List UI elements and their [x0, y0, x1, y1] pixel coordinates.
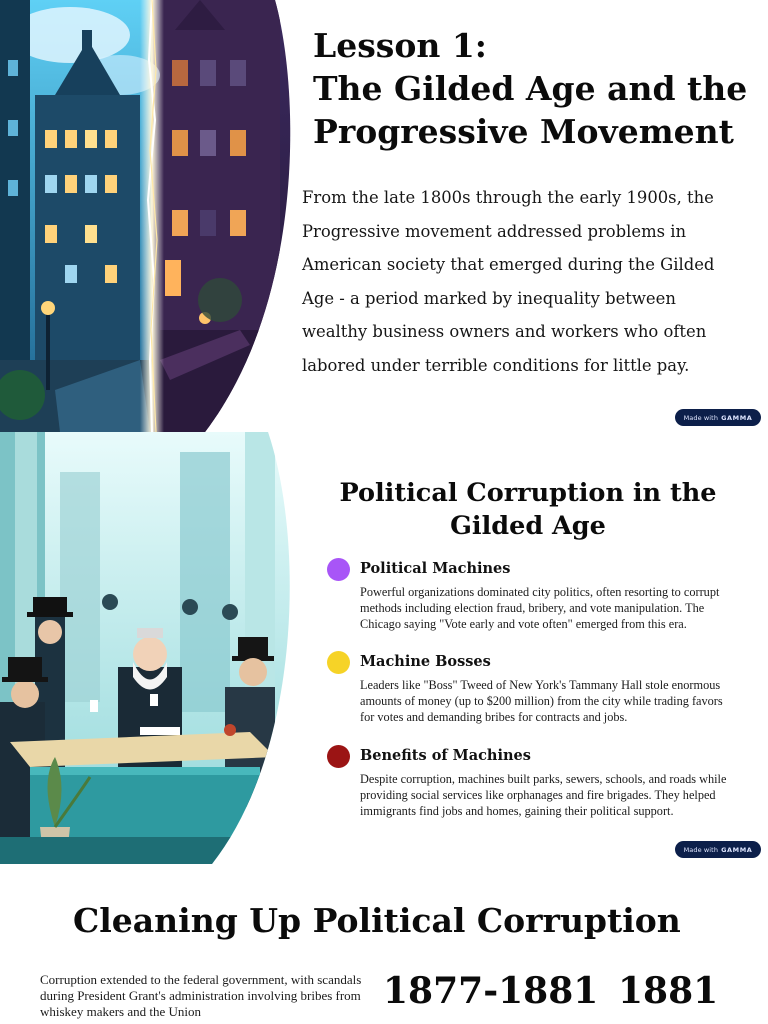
year-heading: 1881	[618, 970, 719, 1012]
slide-political-corruption	[0, 432, 768, 864]
item-body: Leaders like "Boss" Tweed of New York's Tammany Hall stole enormous amounts of money (up to $200 million) from the city while trading favors for votes and demanding bribes for contracts and jobs.	[360, 678, 723, 724]
lesson-title-line-1: Lesson 1:	[313, 26, 487, 65]
lesson-title	[313, 24, 753, 153]
badge-brand: GAMMA	[721, 845, 753, 854]
yellow-bullet-icon	[327, 651, 350, 674]
cleanup-paragraph: Corruption extended to the federal government, with scandals during President Grant's administration involving bribes from whiskey makers and the Union	[40, 972, 362, 1019]
item-body: Despite corruption, machines built parks, sewers, schools, and roads while providing social services like orphanages and fire brigades. They helped immigrants find jobs and homes, gaining their political support.	[360, 772, 727, 818]
slide-lesson-intro	[0, 0, 768, 432]
red-bullet-icon	[327, 745, 350, 768]
lesson-title-line-2: The Gilded Age and the	[313, 69, 748, 108]
political-machine-meeting-illustration	[0, 432, 300, 864]
slide-cleaning-up-corruption	[0, 864, 768, 1024]
item-body: Powerful organizations dominated city politics, often resorting to corrupt methods including election fraud, bribery, and vote manipulation. The Chicago saying "Vote early and vote often" emerged from this era.	[360, 585, 720, 631]
item-title: Machine Bosses	[360, 653, 491, 670]
badge-prefix: Made with	[683, 413, 719, 422]
lesson-title-line-3: Progressive Movement	[313, 112, 734, 151]
purple-bullet-icon	[327, 558, 350, 581]
lesson-intro-paragraph: From the late 1800s through the early 1900s, the Progressive movement addressed problems in American society that emerged during the Gilded Age - a period marked by inequality between wealthy business owners and workers who often labored under terrible conditions for little pay.	[302, 188, 715, 375]
made-with-gamma-badge[interactable]	[675, 841, 761, 858]
cleanup-title: Cleaning Up Political Corruption	[73, 901, 681, 940]
year-range-heading: 1877-1881	[383, 970, 599, 1012]
gilded-age-city-illustration	[0, 0, 300, 432]
badge-brand: GAMMA	[721, 413, 753, 422]
corruption-title: Political Corruption in the Gilded Age	[339, 478, 717, 541]
item-title: Benefits of Machines	[360, 747, 531, 764]
made-with-gamma-badge[interactable]	[675, 409, 761, 426]
badge-prefix: Made with	[683, 845, 719, 854]
item-title: Political Machines	[360, 560, 511, 577]
